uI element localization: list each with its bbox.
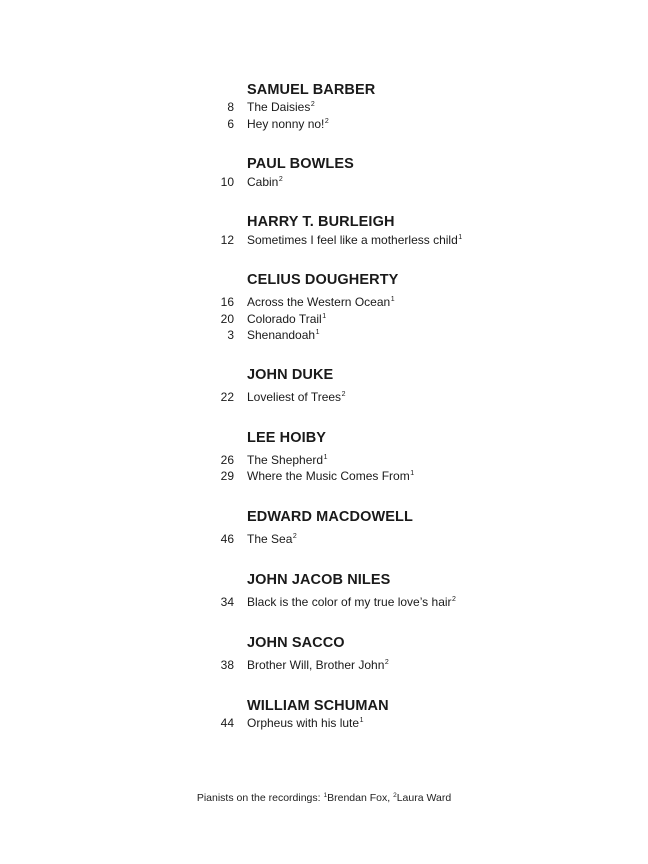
song-title-wrap — [247, 232, 462, 248]
song-title: The Shepherd — [247, 453, 324, 467]
page-number: 6 — [227, 117, 234, 131]
song-title-wrap — [247, 311, 326, 327]
page-number: 8 — [227, 100, 234, 114]
song-title: Brother Will, Brother John — [247, 658, 385, 672]
page-number: 3 — [227, 328, 234, 342]
song-title-wrap — [247, 468, 414, 484]
pianist-note-mark: 2 — [452, 596, 456, 603]
song-title: The Daisies — [247, 100, 311, 114]
pianist-note-mark: 1 — [390, 296, 395, 303]
pianist-note-mark: 2 — [278, 176, 283, 183]
song-entry[interactable] — [0, 99, 648, 115]
song-title: Shenandoah — [247, 328, 316, 342]
page-number: 20 — [220, 312, 234, 326]
composer-name: JOHN SACCO — [247, 635, 345, 651]
pianist-note-mark: 1 — [322, 313, 327, 320]
song-title: Across the Western Ocean — [247, 295, 391, 309]
song-title-wrap — [247, 294, 395, 310]
footnote-pianist-2: Laura Ward — [396, 792, 452, 804]
song-title: Where the Music Comes From — [247, 469, 410, 483]
pianist-note-mark: 2 — [341, 391, 346, 398]
song-entry[interactable] — [0, 715, 648, 731]
song-entry[interactable] — [0, 327, 648, 343]
page-number: 29 — [220, 469, 234, 483]
song-title-wrap — [247, 174, 283, 190]
song-title-wrap — [247, 594, 456, 610]
page-number: 46 — [220, 532, 234, 546]
song-title-wrap — [247, 657, 389, 673]
composer-name: JOHN JACOB NILES — [247, 572, 391, 588]
song-title: Black is the color of my true love’s hair — [247, 595, 452, 609]
pianist-note-mark: 2 — [310, 101, 315, 108]
pianist-note-mark: 1 — [315, 329, 320, 336]
song-entry[interactable] — [0, 468, 648, 484]
footnote-pianist-1: Brendan Fox, — [327, 792, 394, 804]
pianist-note-mark: 1 — [359, 717, 364, 724]
pianist-note-mark: 1 — [323, 454, 328, 461]
composer-name: PAUL BOWLES — [247, 156, 354, 172]
song-title-wrap — [247, 99, 315, 115]
composer-name: WILLIAM SCHUMAN — [247, 698, 389, 714]
song-title: Loveliest of Trees — [247, 390, 342, 404]
song-title-wrap — [247, 715, 363, 731]
song-title: Colorado Trail — [247, 312, 322, 326]
song-entry[interactable] — [0, 294, 648, 310]
song-title: Hey nonny no! — [247, 117, 325, 131]
composer-name: LEE HOIBY — [247, 430, 327, 446]
song-entry[interactable] — [0, 452, 648, 468]
song-title-wrap — [247, 116, 329, 132]
page-number: 16 — [220, 295, 234, 309]
pianist-note-mark: 1 — [458, 234, 463, 241]
page-number: 22 — [220, 390, 234, 404]
pianist-note-mark: 2 — [292, 533, 297, 540]
composer-name: SAMUEL BARBER — [247, 82, 376, 98]
song-entry[interactable] — [0, 657, 648, 673]
song-title-wrap — [247, 531, 297, 547]
song-title: The Sea — [247, 532, 293, 546]
page-number: 44 — [220, 716, 234, 730]
song-title: Sometimes I feel like a motherless child — [247, 233, 458, 247]
song-title-wrap — [247, 389, 345, 405]
composer-name: JOHN DUKE — [247, 367, 334, 383]
song-entry[interactable] — [0, 594, 648, 610]
page-number: 34 — [220, 595, 234, 609]
pianists-footnote — [0, 791, 648, 805]
song-title-wrap — [247, 452, 327, 468]
song-entry[interactable] — [0, 389, 648, 405]
page-number: 10 — [220, 175, 234, 189]
page-number: 26 — [220, 453, 234, 467]
song-entry[interactable] — [0, 174, 648, 190]
song-title-wrap — [247, 327, 319, 343]
composer-name: CELIUS DOUGHERTY — [247, 272, 399, 288]
song-entry[interactable] — [0, 232, 648, 248]
pianist-note-mark: 2 — [384, 659, 389, 666]
song-entry[interactable] — [0, 311, 648, 327]
page-number: 38 — [220, 658, 234, 672]
song-title: Cabin — [247, 175, 279, 189]
footnote-mark-1: 1 — [323, 792, 328, 799]
song-title: Orpheus with his lute — [247, 716, 360, 730]
song-entry[interactable] — [0, 531, 648, 547]
song-entry[interactable] — [0, 116, 648, 132]
page-number: 12 — [220, 233, 234, 247]
composer-name: HARRY T. BURLEIGH — [247, 214, 395, 230]
pianist-note-mark: 1 — [410, 470, 415, 477]
pianist-note-mark: 2 — [324, 118, 329, 125]
footnote-prefix: Pianists on the recordings: — [196, 792, 324, 804]
footnote-mark-2: 2 — [393, 792, 397, 799]
composer-name: EDWARD MACDOWELL — [247, 509, 413, 525]
